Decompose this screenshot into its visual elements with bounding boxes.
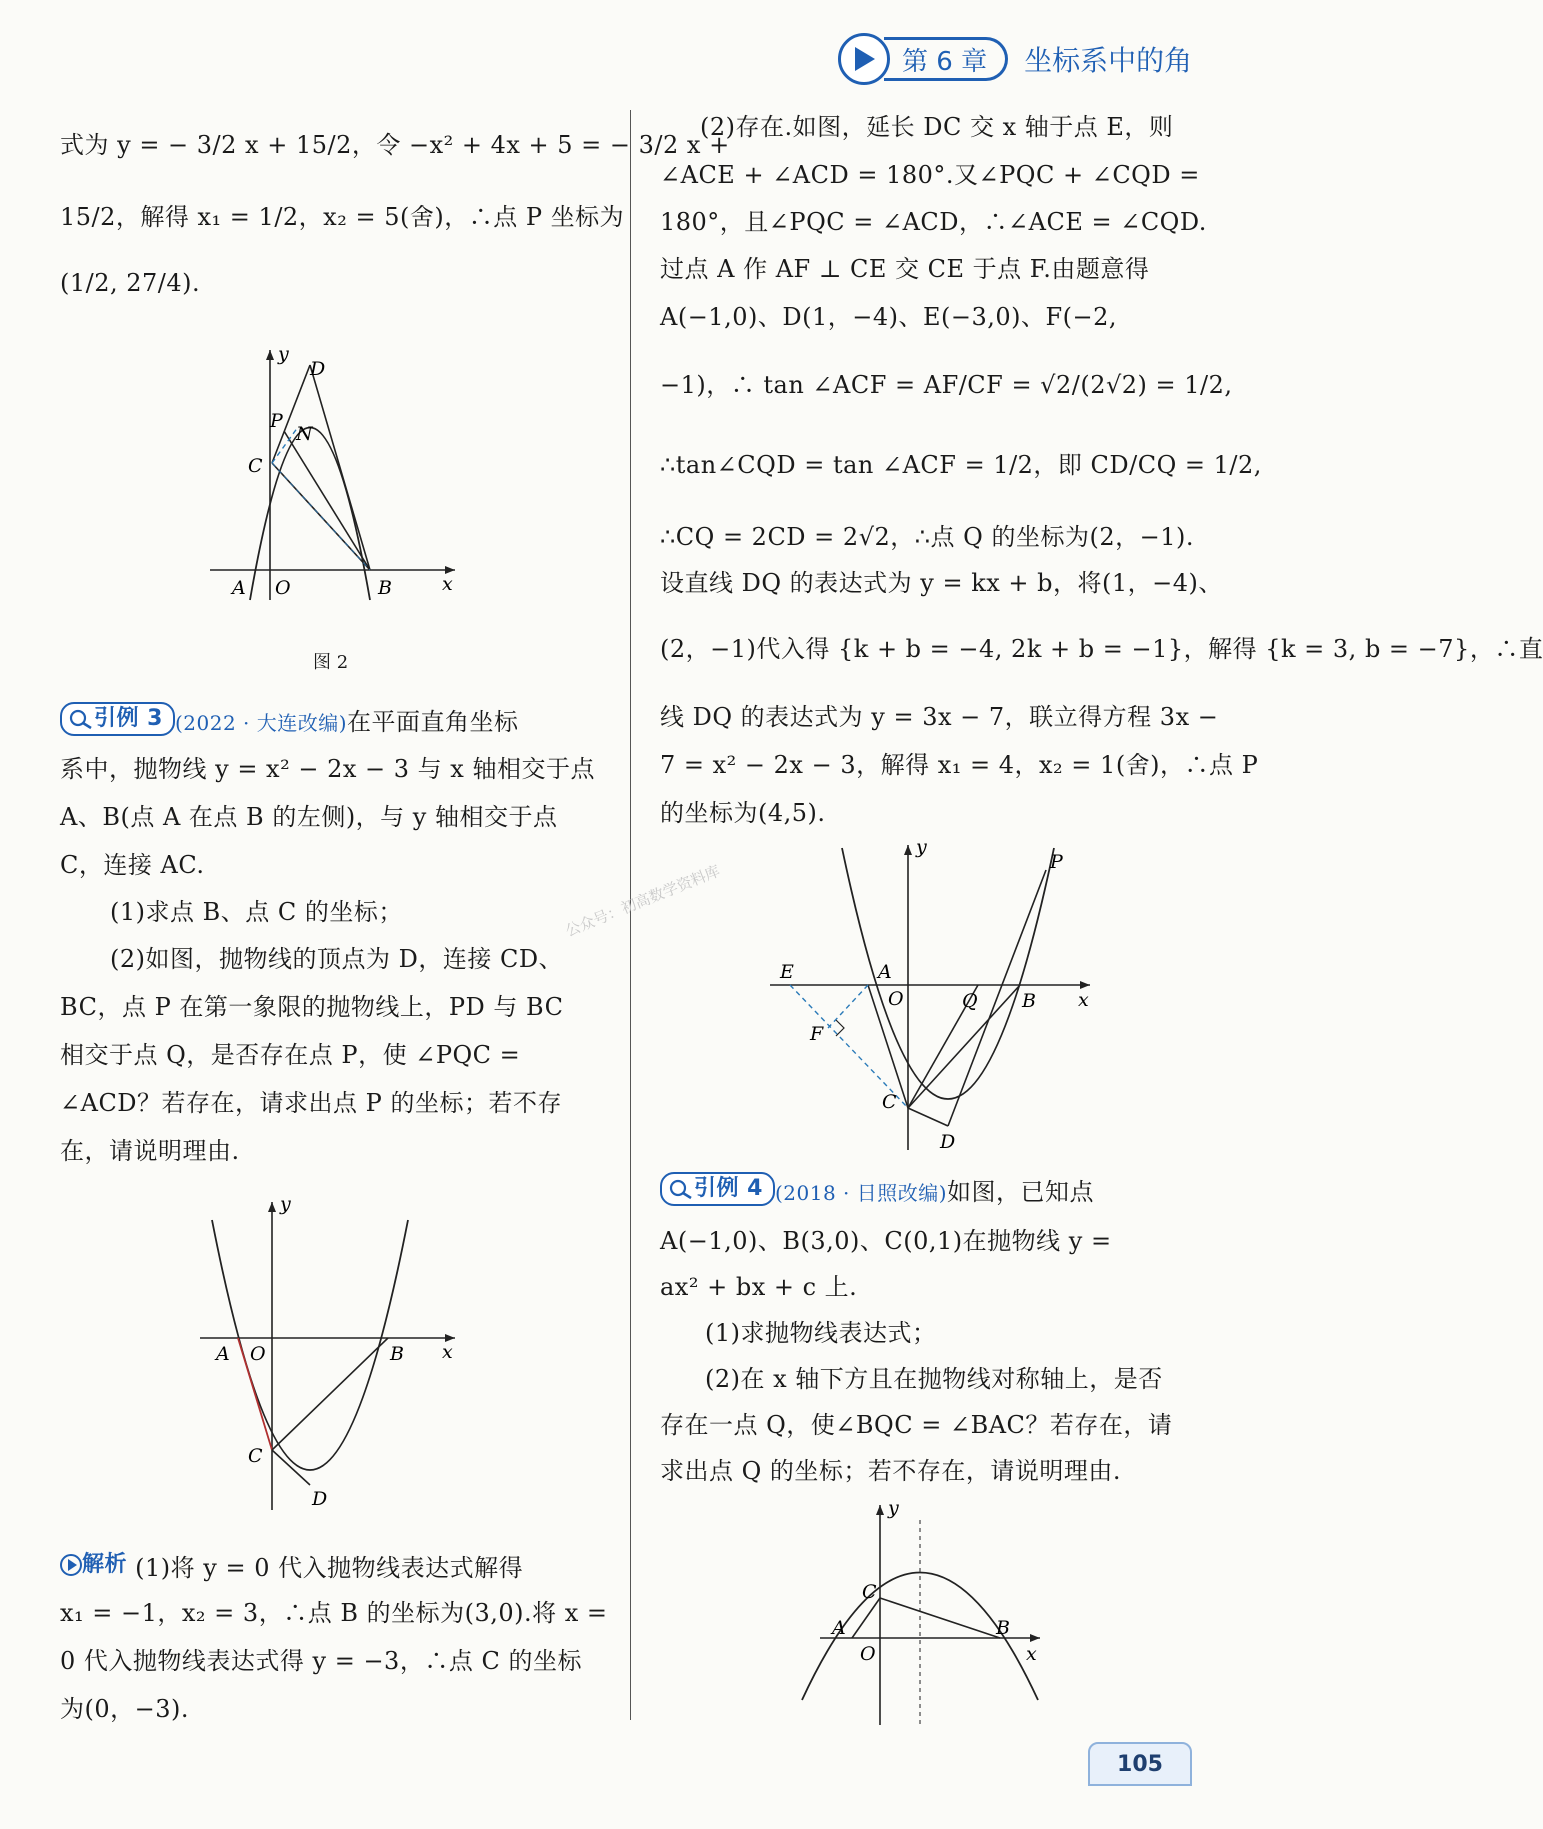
text-line: (2)如图，抛物线的顶点为 D，连接 CD、 — [110, 945, 564, 973]
fig2-label: B — [378, 577, 392, 599]
text-line: 7 = x² − 2x − 3，解得 x₁ = 4，x₂ = 1(舍)，∴点 P — [660, 751, 1259, 779]
example-3-label: 引例 3 — [94, 706, 163, 731]
example-3-tag — [60, 702, 175, 736]
fig3-label: x — [442, 1341, 453, 1363]
page-number: 105 — [1088, 1742, 1192, 1786]
text-line: (1)求点 B、点 C 的坐标； — [110, 898, 403, 926]
text-line: x₁ = −1，x₂ = 3，∴点 B 的坐标为(3,0).将 x = — [60, 1599, 608, 1627]
fig2-label: x — [442, 573, 453, 595]
fig2-label: O — [275, 577, 291, 599]
fig3-label: y — [280, 1193, 291, 1215]
chapter-label: 第 6 章 — [884, 37, 1008, 81]
text-line: 在，请说明理由. — [60, 1137, 240, 1165]
figr-label: E — [780, 961, 794, 983]
example-4-source: (2018 · 日照改编) — [774, 1181, 948, 1205]
fig3-label: O — [250, 1343, 266, 1365]
chapter-header — [838, 30, 1192, 88]
example-4-tag — [660, 1172, 775, 1206]
fig3-label: C — [248, 1445, 263, 1467]
fig2-label: P — [270, 410, 283, 432]
figr-label: A — [878, 961, 892, 983]
watermark: 公众号：初高数学资料库 — [562, 861, 723, 941]
text-line: A(−1,0)、D(1，−4)、E(−3,0)、F(−2, — [660, 303, 1117, 331]
figure-4 — [800, 1497, 1060, 1730]
text-line: BC，点 P 在第一象限的抛物线上，PD 与 BC — [60, 993, 564, 1021]
text-line: ∠ACD？若存在，请求出点 P 的坐标；若不存 — [60, 1089, 562, 1117]
text-line: 的坐标为(4,5). — [660, 799, 826, 827]
text-line: 线 DQ 的表达式为 y = 3x − 7，联立得方程 3x − — [660, 703, 1219, 731]
fig3-label: D — [312, 1488, 328, 1510]
example-3-source: (2022 · 大连改编) — [174, 711, 348, 735]
figr-label: P — [1050, 851, 1063, 873]
fig4-label: B — [996, 1617, 1010, 1639]
play-icon — [60, 1554, 82, 1576]
figr-label: y — [916, 836, 927, 858]
figr-label: Q — [962, 990, 978, 1012]
figr-label: x — [1078, 989, 1089, 1011]
fig2-label: D — [310, 358, 326, 380]
text-line: 式为 y = − 3/2 x + 15/2，令 −x² + 4x + 5 = − 3/2 x + — [60, 131, 730, 159]
text-line: 相交于点 Q，是否存在点 P，使 ∠PQC = — [60, 1041, 521, 1069]
text-line: 如图，已知点 — [947, 1178, 1095, 1206]
text-line: ∴CQ = 2CD = 2√2，∴点 Q 的坐标为(2，−1). — [660, 523, 1194, 551]
fig3-label: A — [216, 1343, 230, 1365]
fig2-label: C — [248, 455, 263, 477]
text-line: (1)将 y = 0 代入抛物线表达式解得 — [135, 1554, 524, 1582]
text-line: ax² + bx + c 上. — [660, 1273, 858, 1301]
fig2-label: y — [278, 343, 289, 365]
figure-2 — [190, 345, 460, 605]
text-line: A(−1,0)、B(3,0)、C(0,1)在抛物线 y = — [660, 1227, 1112, 1255]
text-line: 180°，且∠PQC = ∠ACD，∴∠ACE = ∠CQD. — [660, 208, 1207, 236]
fig2-label: A — [232, 577, 246, 599]
figure-3 — [190, 1193, 470, 1520]
text-line: 设直线 DQ 的表达式为 y = kx + b，将(1，−4)、 — [660, 569, 1223, 597]
text-line: −1)，∴ tan ∠ACF = AF/CF = √2/(2√2) = 1/2, — [660, 371, 1233, 399]
text-line: 系中，抛物线 y = x² − 2x − 3 与 x 轴相交于点 — [60, 755, 595, 783]
chapter-title: 坐标系中的角 — [1024, 44, 1193, 77]
magnifier-icon — [68, 708, 94, 730]
text-line: (1)求抛物线表达式； — [705, 1319, 937, 1347]
analysis-label: 解析 — [82, 1552, 128, 1577]
fig4-label: x — [1026, 1643, 1037, 1665]
text-line: A、B(点 A 在点 B 的左侧)，与 y 轴相交于点 — [60, 803, 558, 831]
text-line: 存在一点 Q，使∠BQC = ∠BAC？若存在，请 — [660, 1411, 1173, 1439]
text-line: (2)在 x 轴下方且在抛物线对称轴上，是否 — [705, 1365, 1163, 1393]
text-line: C，连接 AC. — [60, 851, 205, 879]
text-line: 过点 A 作 AF ⊥ CE 交 CE 于点 F.由题意得 — [660, 255, 1150, 283]
fig4-label: y — [888, 1497, 899, 1519]
example-4-heading — [660, 1172, 1094, 1210]
text-line: (1/2, 27/4). — [60, 269, 201, 297]
text-line: (2，−1)代入得 {k + b = −4, 2k + b = −1}，解得 {k = 3, b = −7}，∴直 — [660, 635, 1543, 663]
figure-right — [760, 836, 1100, 1160]
fig4-label: A — [832, 1617, 846, 1639]
text-line: (2)存在.如图，延长 DC 交 x 轴于点 E，则 — [700, 113, 1174, 141]
text-line: 15/2，解得 x₁ = 1/2，x₂ = 5(舍)，∴点 P 坐标为 — [60, 203, 625, 231]
figure-caption: 图 2 — [313, 652, 349, 673]
figr-label: D — [940, 1131, 956, 1153]
figr-label: O — [888, 988, 904, 1010]
example-3-heading — [60, 702, 519, 740]
text-line: 为(0，−3). — [60, 1695, 190, 1723]
fig4-label: O — [860, 1643, 876, 1665]
text-line: ∴tan∠CQD = tan ∠ACF = 1/2，即 CD/CQ = 1/2, — [660, 451, 1262, 479]
text-line: 求出点 Q 的坐标；若不存在，请说明理由. — [660, 1457, 1122, 1485]
analysis-heading — [60, 1548, 523, 1585]
play-icon — [838, 33, 890, 85]
text-line: ∠ACE + ∠ACD = 180°.又∠PQC + ∠CQD = — [660, 161, 1200, 189]
analysis-tag — [60, 1548, 127, 1582]
fig2-label: N — [296, 423, 313, 445]
text-line: 0 代入抛物线表达式得 y = −3，∴点 C 的坐标 — [60, 1647, 582, 1675]
figr-label: B — [1022, 990, 1036, 1012]
figr-label: C — [882, 1091, 897, 1113]
example-4-label: 引例 4 — [694, 1176, 763, 1201]
fig4-label: C — [862, 1581, 877, 1603]
text-line: 在平面直角坐标 — [347, 708, 519, 736]
figr-label: F — [810, 1023, 824, 1045]
magnifier-icon — [668, 1178, 694, 1200]
fig3-label: B — [390, 1343, 404, 1365]
